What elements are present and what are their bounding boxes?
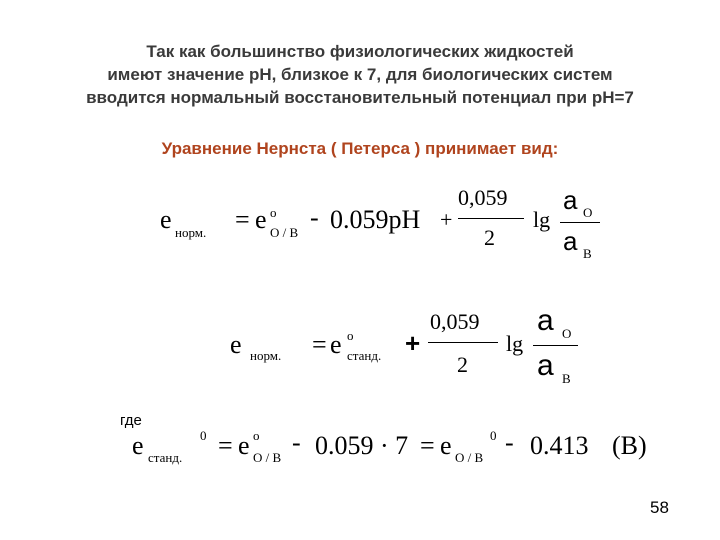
eq2-e: e	[230, 330, 242, 359]
eq2-denominator: 2	[457, 352, 468, 377]
eq1-equals: =	[235, 205, 250, 234]
eq1-denominator: 2	[484, 225, 495, 250]
eq2-sub-v: B	[562, 371, 571, 386]
intro-line-3: вводится нормальный восстановительный потенциал при pH=7	[86, 88, 634, 107]
eq3-sub-ov-2: O / B	[455, 450, 484, 465]
eq1-sub-v: B	[583, 246, 592, 261]
eq2-sub-stand: станд.	[347, 348, 382, 363]
eq3-e1: e	[440, 431, 452, 460]
eq3-minus-2: -	[505, 428, 514, 457]
eq2-ratio-line	[533, 345, 578, 346]
page-number: 58	[650, 498, 669, 517]
eq2-sub-o: O	[562, 326, 572, 341]
eq1-lg: lg	[533, 207, 551, 232]
eq1-fraction-line	[458, 218, 524, 219]
eq2-numerator: 0,059	[430, 309, 480, 334]
eq3-sup-o: o	[253, 428, 260, 443]
eq1-a-bottom: a	[563, 226, 578, 256]
eq2-sub-norm: норм.	[250, 348, 282, 363]
eq3-term: 0.059 · 7	[315, 431, 409, 460]
eq3-value: 0.413	[530, 431, 589, 460]
eq1-e0: e	[255, 205, 267, 234]
intro-text	[0, 40, 720, 109]
eq1-ratio-line	[560, 222, 600, 223]
eq1-sup-o: o	[270, 205, 277, 220]
nernst-subtitle: Уравнение Нернста ( Петерса ) принимает вид:	[161, 139, 559, 158]
eq1-plus: +	[440, 207, 453, 232]
eq2-sup-o: o	[347, 328, 354, 343]
eq2-lg: lg	[506, 331, 524, 356]
eq1-sub-norm: норм.	[175, 225, 207, 240]
eq3-sup-0: 0	[200, 428, 207, 443]
eq3-sub-stand: станд.	[148, 450, 183, 465]
eq3-e0: e	[238, 431, 250, 460]
eq3-sup-0b: 0	[490, 428, 497, 443]
intro-line-1: Так как большинство физиологических жидкостей	[146, 42, 574, 61]
eq3-sub-ov: O / B	[253, 450, 282, 465]
eq1-term: 0.059pH	[330, 205, 421, 234]
eq1-sub-ov: O / B	[270, 225, 299, 240]
eq3-equals-2: =	[420, 431, 435, 460]
eq3-unit: (B)	[612, 431, 647, 460]
eq1-numerator: 0,059	[458, 185, 508, 210]
eq3-equals: =	[218, 431, 233, 460]
gde-label: где	[120, 412, 142, 429]
eq2-equals: =	[312, 330, 327, 359]
eq1-a-top: a	[563, 185, 578, 215]
eq2-e0: e	[330, 330, 342, 359]
eq2-plus: +	[405, 328, 421, 358]
eq2-a-top: a	[537, 304, 554, 337]
eq1-minus: -	[310, 203, 319, 232]
eq2-a-bottom: a	[537, 349, 554, 382]
eq3-e: e	[132, 431, 144, 460]
eq3-minus: -	[292, 428, 301, 457]
intro-line-2: имеют значение pH, близкое к 7, для биологических систем	[107, 65, 613, 84]
eq2-fraction-line	[428, 342, 498, 343]
eq1-sub-o: O	[583, 205, 593, 220]
eq1-e: e	[160, 205, 172, 234]
